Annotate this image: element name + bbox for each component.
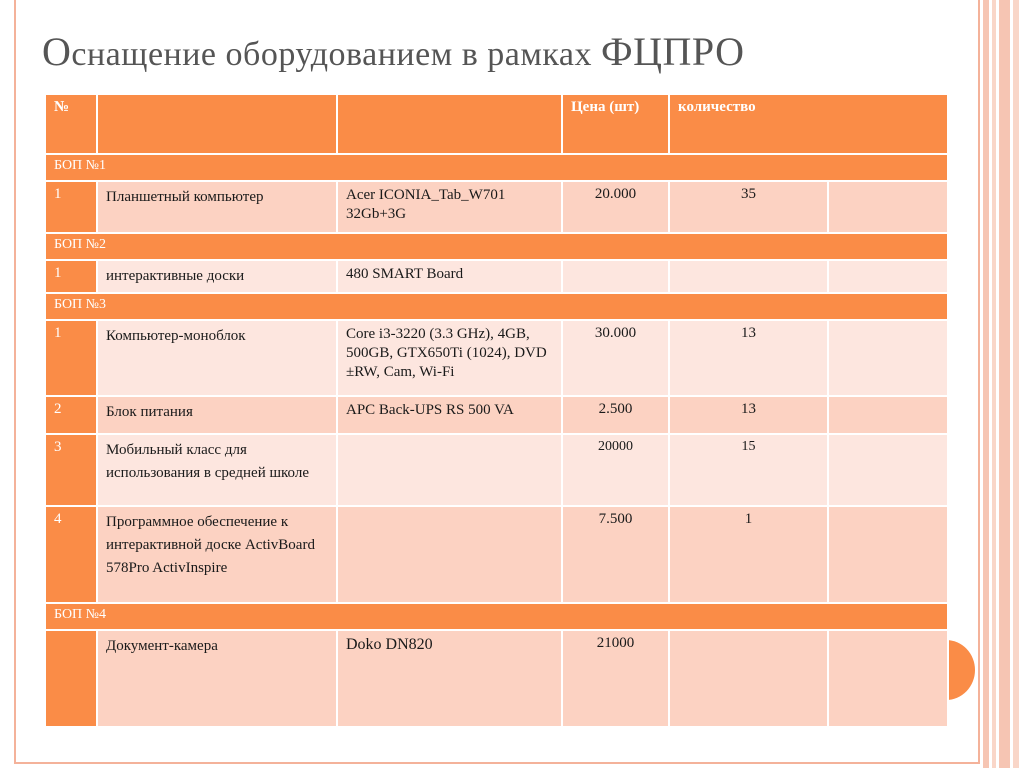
row-qty [669, 260, 828, 293]
row-empty-cell [828, 320, 948, 396]
row-price: 30.000 [562, 320, 669, 396]
row-num: 1 [45, 320, 97, 396]
decor-stripe [999, 0, 1010, 768]
decor-stripe [1013, 0, 1019, 768]
row-name: Мобильный класс для использования в средней школе [97, 434, 337, 506]
group-label: БОП №2 [45, 233, 948, 260]
row-empty-cell [828, 181, 948, 233]
title-acronym: ФЦПРО [600, 29, 745, 74]
table-header-row [45, 94, 948, 154]
row-empty-cell [828, 260, 948, 293]
row-model: Core i3-3220 (3.3 GHz), 4GB, 500GB, GTX650Ti (1024), DVD ±RW, Cam, Wi-Fi [337, 320, 562, 396]
row-model [337, 434, 562, 506]
table-row [45, 630, 948, 727]
row-price: 2.500 [562, 396, 669, 434]
slide-title [42, 28, 744, 75]
row-name: Блок питания [97, 396, 337, 434]
decor-stripe [983, 0, 989, 768]
title-initial: О [42, 29, 72, 74]
row-name: Программное обеспечение к интерактивной доске ActivBoard 578Pro ActivInspire [97, 506, 337, 603]
row-num: 4 [45, 506, 97, 603]
header-num: № [45, 94, 97, 154]
row-name: Планшетный компьютер [97, 181, 337, 233]
header-name [97, 94, 337, 154]
row-price: 21000 [562, 630, 669, 727]
row-empty-cell [828, 506, 948, 603]
row-price: 7.500 [562, 506, 669, 603]
header-price: Цена (шт) [562, 94, 669, 154]
row-num: 1 [45, 181, 97, 233]
row-num: 1 [45, 260, 97, 293]
row-model: APC Back-UPS RS 500 VA [337, 396, 562, 434]
row-price: 20.000 [562, 181, 669, 233]
row-qty: 13 [669, 320, 828, 396]
row-num: 3 [45, 434, 97, 506]
table-row [45, 260, 948, 293]
table-row [45, 181, 948, 233]
row-model: Doko DN820 [337, 630, 562, 727]
row-qty: 1 [669, 506, 828, 603]
row-empty-cell [828, 434, 948, 506]
header-model [337, 94, 562, 154]
title-text: снащение оборудованием в рамках [71, 36, 592, 73]
table-row [45, 396, 948, 434]
group-row [45, 233, 948, 260]
row-empty-cell [828, 396, 948, 434]
row-name: Компьютер-моноблок [97, 320, 337, 396]
row-name: интерактивные доски [97, 260, 337, 293]
row-name: Документ-камера [97, 630, 337, 727]
group-label: БОП №4 [45, 603, 948, 630]
row-qty: 35 [669, 181, 828, 233]
row-price [562, 260, 669, 293]
row-num [45, 630, 97, 727]
decor-stripe [992, 0, 996, 768]
row-price: 20000 [562, 434, 669, 506]
row-qty: 13 [669, 396, 828, 434]
row-empty-cell [828, 630, 948, 727]
row-num: 2 [45, 396, 97, 434]
group-row [45, 603, 948, 630]
row-model: 480 SMART Board [337, 260, 562, 293]
group-row [45, 293, 948, 320]
table-row [45, 506, 948, 603]
row-model: Acer ICONIA_Tab_W701 32Gb+3G [337, 181, 562, 233]
group-label: БОП №1 [45, 154, 948, 181]
header-qty: количество [669, 94, 948, 154]
row-model [337, 506, 562, 603]
row-qty: 15 [669, 434, 828, 506]
row-qty [669, 630, 828, 727]
table-row [45, 434, 948, 506]
equipment-table [44, 93, 949, 728]
group-label: БОП №3 [45, 293, 948, 320]
table-row [45, 320, 948, 396]
group-row [45, 154, 948, 181]
